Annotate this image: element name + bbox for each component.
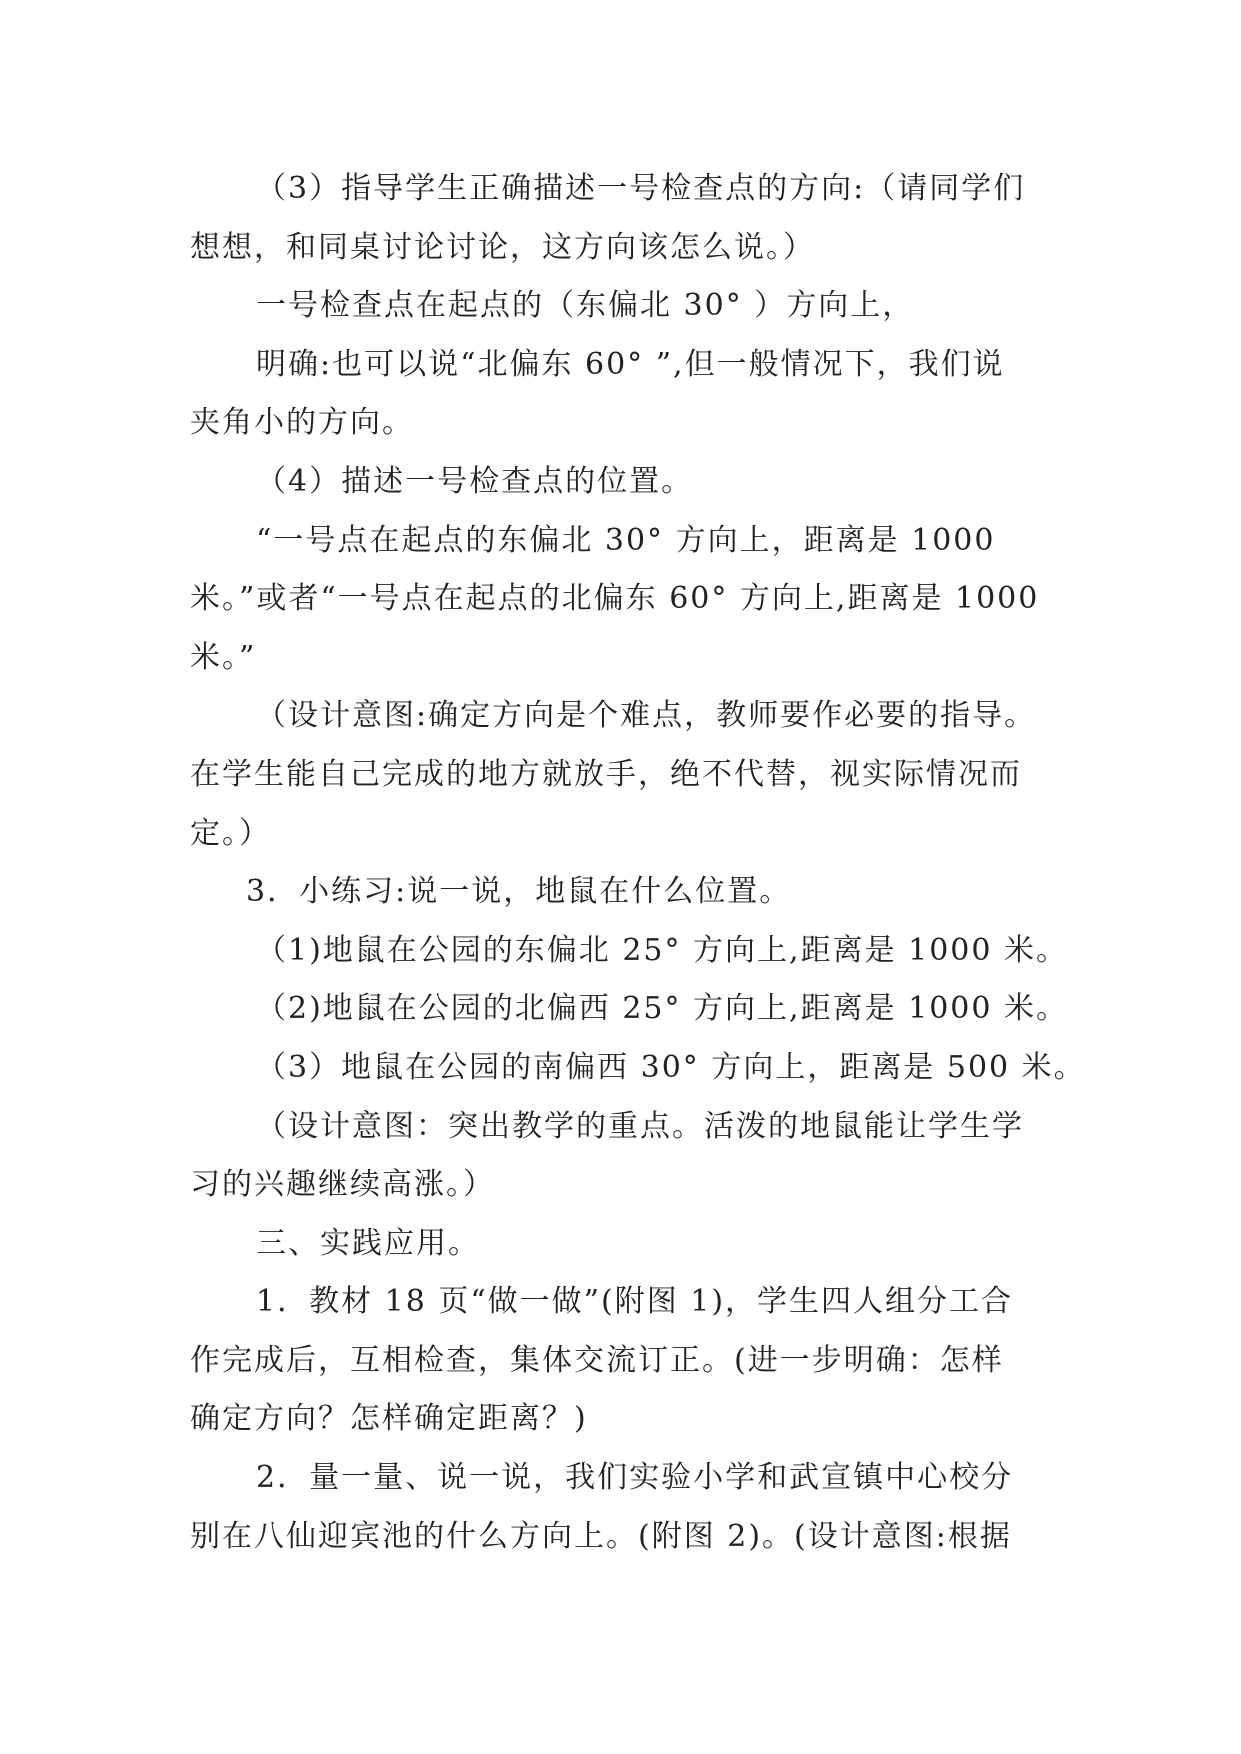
paragraph-line: 2．量一量、说一说，我们实验小学和武宣镇中心校分 <box>256 1460 1014 1496</box>
paragraph-line: 1．教材 18 页“做一做”(附图 1)，学生四人组分工合 <box>256 1284 1014 1320</box>
paragraph-line: 3．小练习:说一说，地鼠在什么位置。 <box>246 874 792 910</box>
document-body <box>190 160 1086 1566</box>
paragraph-line: 一号检查点在起点的（东偏北 30° ）方向上， <box>256 288 915 324</box>
paragraph-line: 米。”或者“一号点在起点的北偏东 60° 方向上,距离是 1000 <box>190 581 1040 617</box>
paragraph-line: 想想，和同桌讨论讨论，这方向该怎么说。） <box>190 229 815 265</box>
paragraph-line: 别在八仙迎宾池的什么方向上。(附图 2)。(设计意图:根据 <box>190 1518 1012 1554</box>
paragraph-line: （设计意图:确定方向是个难点，教师要作必要的指导。 <box>256 698 1037 734</box>
paragraph-line: 米。” <box>190 639 257 675</box>
paragraph-line: 三、实践应用。 <box>256 1225 480 1261</box>
paragraph-line: （3）指导学生正确描述一号检查点的方向:（请同学们 <box>256 171 1026 206</box>
paragraph-line: 作完成后，互相检查，集体交流订正。(进一步明确：怎样 <box>190 1342 1004 1378</box>
paragraph-line: 确定方向？怎样确定距离？) <box>190 1401 588 1437</box>
paragraph-line: 明确:也可以说“北偏东 60° ”,但一般情况下，我们说 <box>256 346 1005 382</box>
paragraph-line: “一号点在起点的东偏北 30° 方向上，距离是 1000 <box>256 522 996 558</box>
paragraph-line: 夹角小的方向。 <box>190 405 414 441</box>
paragraph-line: （2)地鼠在公园的北偏西 25° 方向上,距离是 1000 米。 <box>256 991 1068 1027</box>
paragraph-line: （设计意图：突出教学的重点。活泼的地鼠能让学生学 <box>256 1108 1024 1144</box>
paragraph-line: 习的兴趣继续高涨。） <box>190 1167 495 1203</box>
paragraph-line: （1)地鼠在公园的东偏北 25° 方向上,距离是 1000 米。 <box>256 932 1068 968</box>
paragraph-line: 定。） <box>190 815 271 851</box>
paragraph-line: 在学生能自己完成的地方就放手，绝不代替，视实际情况而 <box>190 756 1022 792</box>
paragraph-line: （4）描述一号检查点的位置。 <box>256 463 694 499</box>
paragraph-line: （3）地鼠在公园的南偏西 30° 方向上，距离是 500 米。 <box>256 1049 1086 1085</box>
